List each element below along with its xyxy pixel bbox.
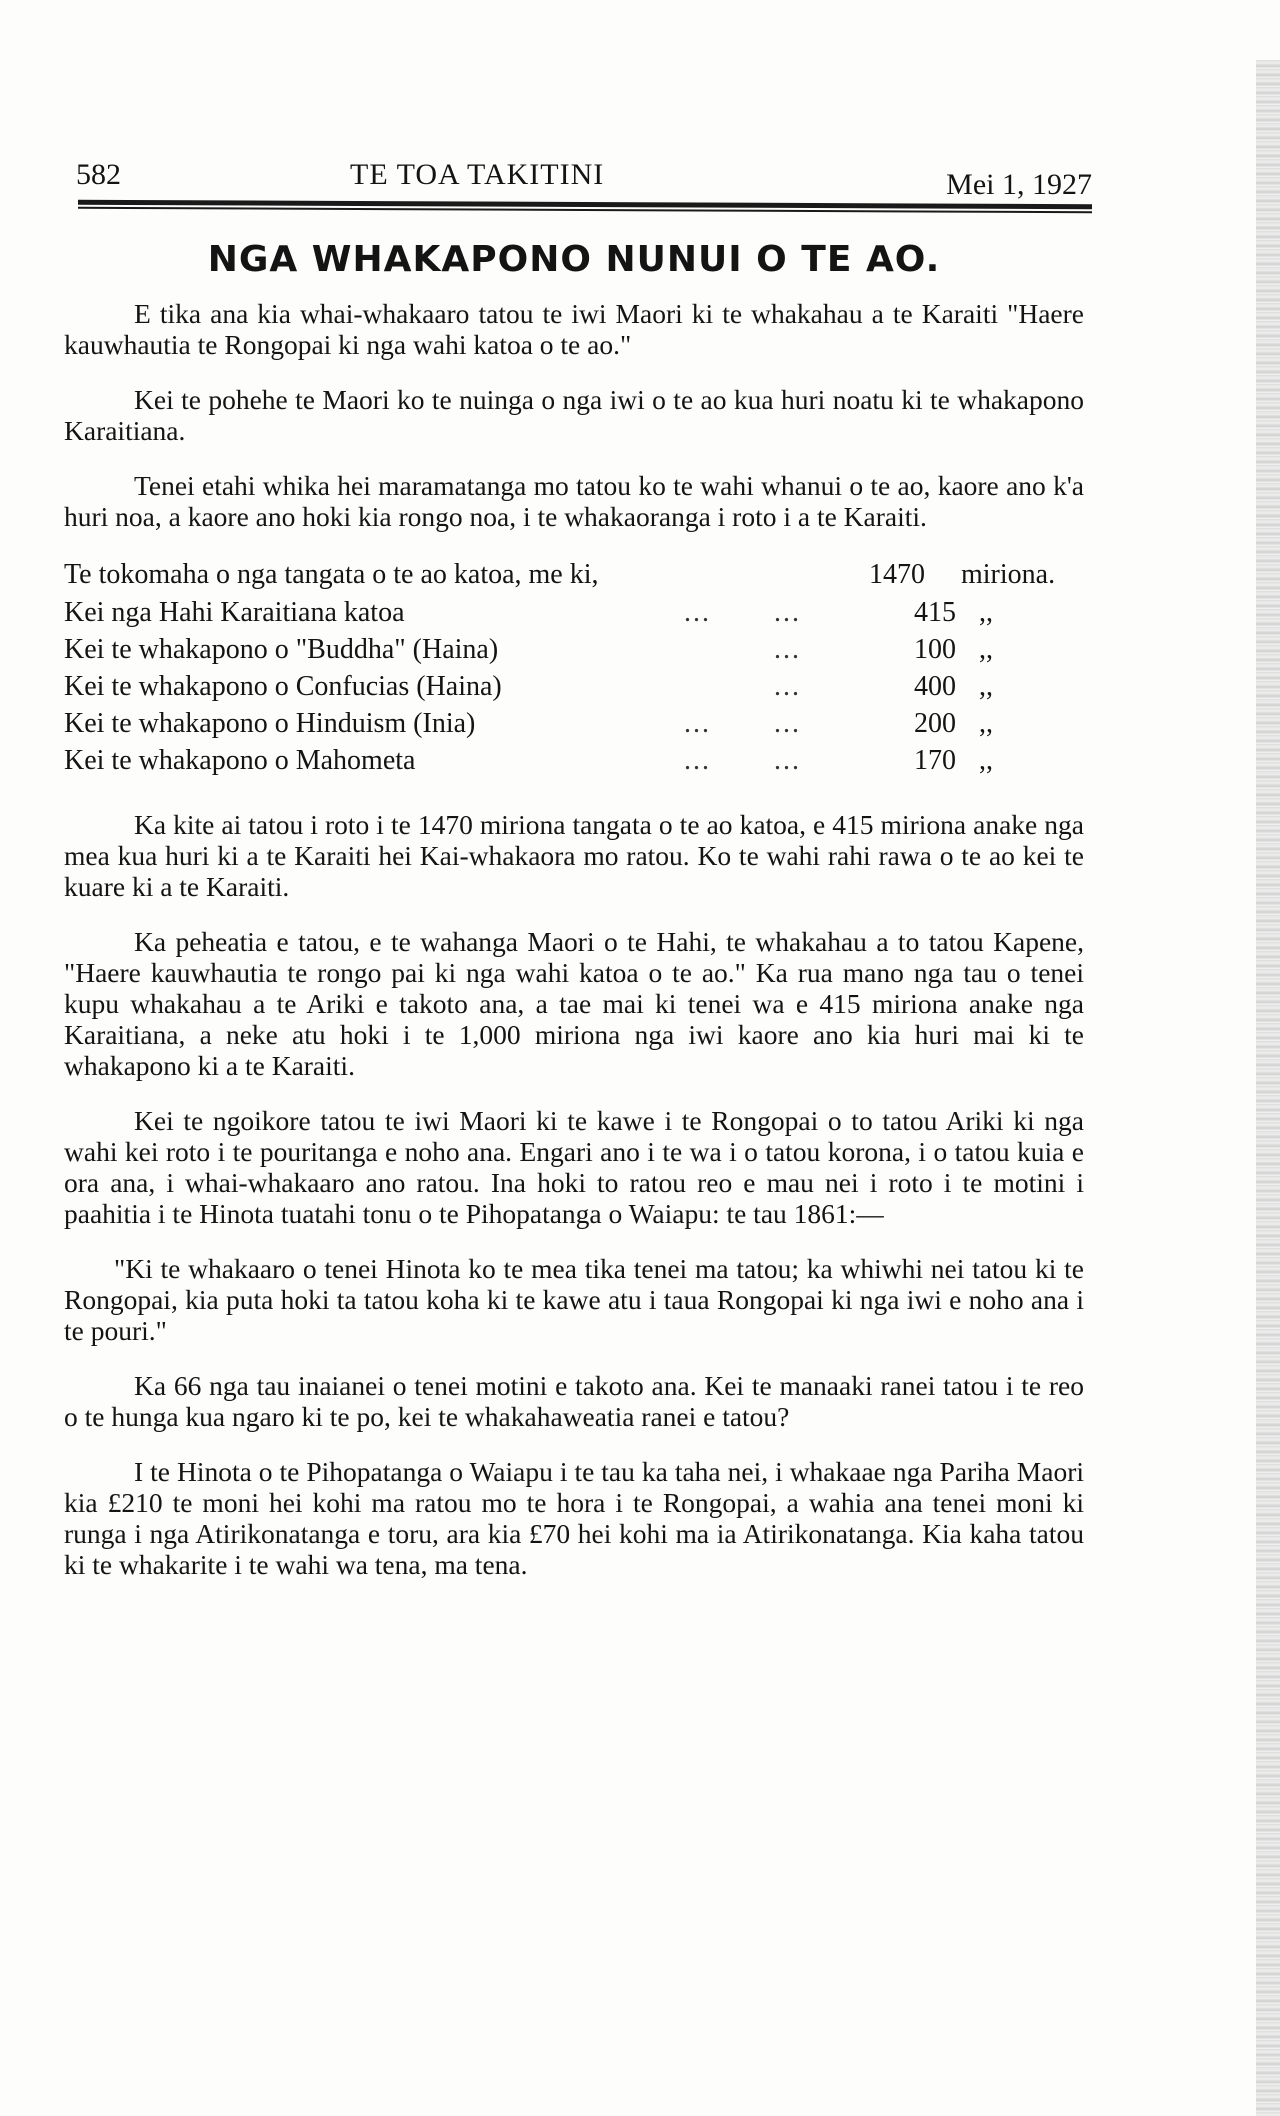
stats-row-leader: ... bbox=[774, 634, 801, 665]
stats-total-unit: miriona. bbox=[961, 559, 1056, 590]
stats-row-leader bbox=[684, 631, 774, 668]
statistics-table bbox=[64, 556, 1084, 779]
stats-row-value: 200 bbox=[914, 708, 956, 739]
paragraph: I te Hinota o te Pihopatanga o Waiapu i te tau ka taha nei, i whakaae nga Pariha Maori kia £210 te moni hei kohi ma ratou mo te hora i te Rongopai, a wahia ana tenei moni ki runga i nga Atirikonatanga e toru, ara kia £70 hei kohi ma ia Atirikonatanga. Kia kaha tatou ki te whakarite i te wahi wa tena, ma tena. bbox=[64, 1456, 1084, 1580]
stats-row bbox=[64, 668, 1084, 705]
paragraph: Kei te pohehe te Maori ko te nuinga o nga iwi o te ao kua huri noatu ki te whakapono Karaitiana. bbox=[64, 384, 1084, 446]
stats-row-value: 100 bbox=[914, 634, 956, 665]
scan-edge-decoration bbox=[1256, 60, 1280, 2116]
stats-row-leader: ... bbox=[774, 671, 801, 702]
paragraph: Ka 66 nga tau inaianei o tenei motini e takoto ana. Kei te manaaki ranei tatou i te reo o te hunga kua ngaro ki te po, kei te whakahaweatia ranei e tatou? bbox=[64, 1370, 1084, 1432]
stats-row-leader: ... bbox=[684, 708, 711, 739]
stats-row-label: Kei te whakapono o Mahometa bbox=[64, 745, 416, 776]
stats-row bbox=[64, 742, 1084, 779]
stats-row-leader: ... bbox=[774, 597, 801, 628]
stats-total-row bbox=[64, 556, 1084, 594]
issue-date: Mei 1, 1927 bbox=[946, 168, 1092, 201]
journal-title: TE TOA TAKITINI bbox=[350, 158, 605, 191]
stats-row-unit: ,, bbox=[979, 745, 993, 776]
block-quote: "Ki te whakaaro o tenei Hinota ko te mea tika tenei ma tatou; ka whiwhi nei tatou ki te Rongopai, kia puta hoki ta tatou koha ki te kawe atu i taua Rongopai ki nga iwi e noho ana i te pouri." bbox=[64, 1253, 1084, 1346]
stats-row-leader: ... bbox=[684, 597, 711, 628]
stats-row-value: 415 bbox=[914, 597, 956, 628]
paragraph: Kei te ngoikore tatou te iwi Maori ki te kawe i te Rongopai o to tatou Ariki ki nga wahi kei roto i te pouritanga e noho ana. Engari ano i te wa i o tatou korona, i o tatou kuia e ora ana, i whai-whakaaro ano ratou. Ina hoki to ratou reo e mau nei i roto i te motini i paahitia i te Hinota tuatahi tonu o te Pihopatanga o Waiapu: te tau 1861:— bbox=[64, 1105, 1084, 1229]
stats-row-unit: ,, bbox=[979, 671, 993, 702]
stats-row-leader bbox=[684, 668, 774, 705]
stats-row-leader: ... bbox=[684, 745, 711, 776]
page-header bbox=[64, 150, 1092, 202]
paragraph: Ka kite ai tatou i roto i te 1470 miriona tangata o te ao katoa, e 415 miriona anake nga mea kua huri ki a te Karaiti hei Kai-whakaora mo ratou. Ko te wahi rahi rawa o te ao kei te kuare ki a te Karaiti. bbox=[64, 809, 1084, 902]
page-number: 582 bbox=[76, 158, 121, 191]
stats-row-value: 400 bbox=[914, 671, 956, 702]
stats-row-leader: ... bbox=[774, 708, 801, 739]
paragraph: E tika ana kia whai-whakaaro tatou te iwi Maori ki te whakahau a te Karaiti "Haere kauwhautia te Rongopai ki nga wahi katoa o te ao." bbox=[64, 298, 1084, 360]
stats-row-unit: ,, bbox=[979, 634, 993, 665]
stats-row-unit: ,, bbox=[979, 597, 993, 628]
stats-row-unit: ,, bbox=[979, 708, 993, 739]
paragraph: Ka peheatia e tatou, e te wahanga Maori o te Hahi, te whakahau a to tatou Kapene, "Haere kauwhautia te rongo pai ki nga wahi katoa o te ao." Ka rua mano nga tau o tenei kupu whakahau a te Ariki e takoto ana, a tae mai ki tenei wa e 415 miriona anake nga Karaitiana, a neke atu hoki i te 1,000 miriona nga iwi kaore ano kia huri mai ki te whakapono ki a te Karaiti. bbox=[64, 926, 1084, 1081]
stats-row-label: Kei te whakapono o "Buddha" (Haina) bbox=[64, 634, 499, 665]
paragraph: Tenei etahi whika hei maramatanga mo tatou ko te wahi whanui o te ao, kaore ano k'a huri noa, a kaore ano hoki kia rongo noa, i te whakaoranga i roto i a te Karaiti. bbox=[64, 470, 1084, 532]
stats-row-label: Kei nga Hahi Karaitiana katoa bbox=[64, 597, 405, 628]
document-page bbox=[64, 150, 1092, 1604]
stats-row-leader: ... bbox=[774, 745, 801, 776]
stats-total-label: Te tokomaha o nga tangata o te ao katoa, me ki, bbox=[64, 559, 599, 590]
stats-row bbox=[64, 631, 1084, 668]
stats-row-value: 170 bbox=[914, 745, 956, 776]
article-title: NGA WHAKAPONO NUNUI O TE AO. bbox=[207, 239, 941, 280]
stats-row bbox=[64, 594, 1084, 631]
stats-total-value: 1470 bbox=[869, 559, 925, 590]
stats-row bbox=[64, 705, 1084, 742]
stats-row-label: Kei te whakapono o Hinduism (Inia) bbox=[64, 708, 476, 739]
stats-row-label: Kei te whakapono o Confucias (Haina) bbox=[64, 671, 502, 702]
